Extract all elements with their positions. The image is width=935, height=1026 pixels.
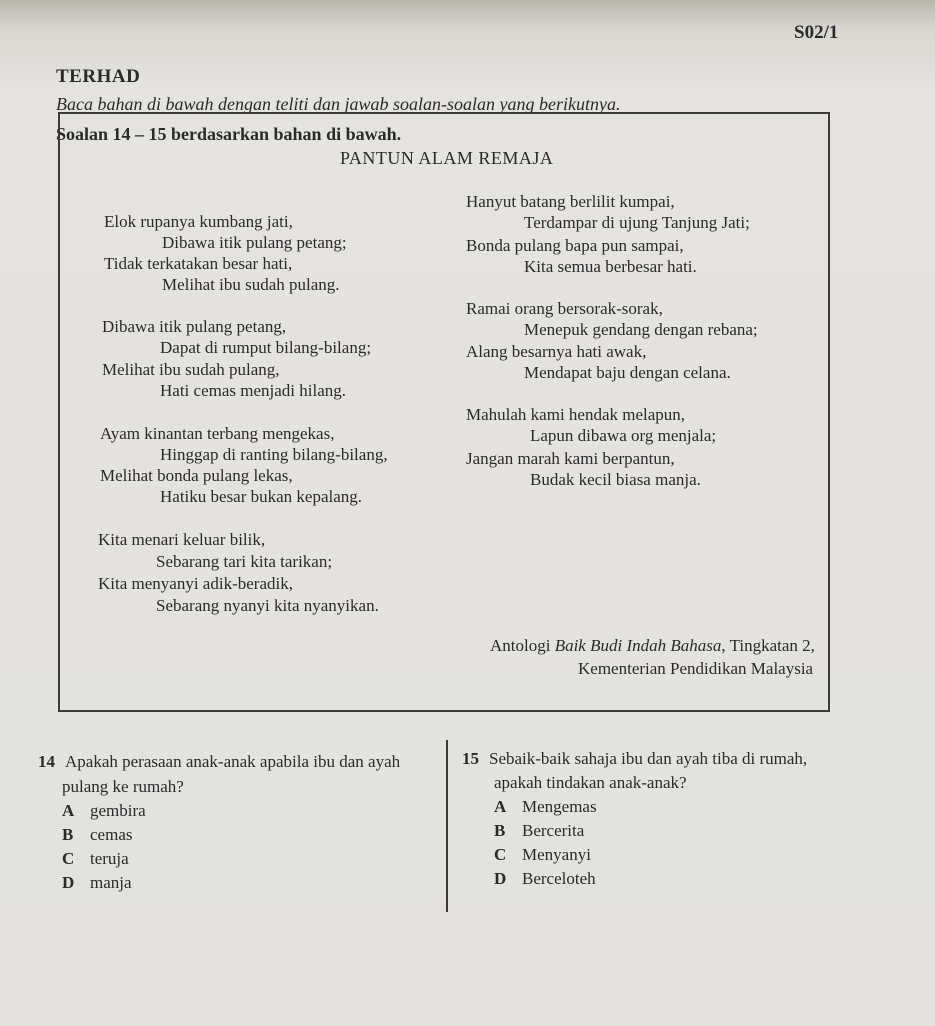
answer-option[interactable] bbox=[62, 825, 132, 845]
poem-line: Dapat di rumput bilang-bilang; bbox=[160, 338, 372, 357]
option-text: gembira bbox=[90, 801, 146, 820]
option-text: manja bbox=[90, 873, 132, 892]
option-letter: C bbox=[494, 845, 507, 864]
option-letter: B bbox=[494, 821, 506, 840]
section-heading: Soalan 14 – 15 berdasarkan bahan di bawah. bbox=[56, 124, 402, 144]
poem-line: Mendapat baju dengan celana. bbox=[524, 363, 731, 382]
question-text-cont: pulang ke rumah? bbox=[62, 777, 184, 796]
instruction-text: Baca bahan di bawah dengan teliti dan jawab soalan-soalan yang berikutnya. bbox=[56, 94, 621, 114]
poem-line: Melihat bonda pulang lekas, bbox=[100, 466, 293, 485]
poem-line: Budak kecil biasa manja. bbox=[530, 470, 701, 489]
question-text-cont: apakah tindakan anak-anak? bbox=[494, 773, 687, 792]
poem-line: Hinggap di ranting bilang-bilang, bbox=[160, 445, 388, 464]
poem-line: Sebarang tari kita tarikan; bbox=[156, 552, 333, 571]
classification-label: TERHAD bbox=[56, 66, 141, 87]
poem-line: Bonda pulang bapa pun sampai, bbox=[466, 236, 684, 255]
option-letter: B bbox=[62, 825, 74, 844]
question-text: Apakah perasaan anak-anak apabila ibu dan ayah bbox=[65, 752, 401, 771]
answer-option[interactable] bbox=[62, 873, 132, 893]
option-text: Berceloteh bbox=[522, 869, 596, 888]
poem-box bbox=[58, 112, 830, 712]
question-text: Sebaik-baik sahaja ibu dan ayah tiba di rumah, bbox=[489, 749, 808, 768]
answer-option[interactable] bbox=[494, 821, 584, 841]
answer-option[interactable] bbox=[62, 849, 129, 869]
question-divider bbox=[446, 740, 448, 912]
question-14 bbox=[38, 752, 400, 772]
answer-option[interactable] bbox=[494, 869, 596, 889]
poem-line: Elok rupanya kumbang jati, bbox=[104, 212, 293, 231]
poem-line: Hanyut batang berlilit kumpai, bbox=[466, 192, 675, 211]
poem-line: Sebarang nyanyi kita nyanyikan. bbox=[156, 596, 379, 615]
poem-source bbox=[490, 636, 815, 656]
poem-line: Kita menari keluar bilik, bbox=[98, 530, 266, 549]
poem-line: Kita menyanyi adik-beradik, bbox=[98, 574, 293, 593]
answer-option[interactable] bbox=[494, 797, 597, 817]
poem-line: Menepuk gendang dengan rebana; bbox=[524, 320, 758, 339]
option-text: Bercerita bbox=[522, 821, 585, 840]
poem-line: Alang besarnya hati awak, bbox=[466, 342, 647, 361]
poem-line: Terdampar di ujung Tanjung Jati; bbox=[524, 213, 750, 232]
answer-option[interactable] bbox=[62, 801, 146, 821]
poem-line: Tidak terkatakan besar hati, bbox=[104, 254, 293, 273]
poem-line: Jangan marah kami berpantun, bbox=[466, 449, 675, 468]
poem-line: Dibawa itik pulang petang, bbox=[102, 317, 287, 336]
option-text: teruja bbox=[90, 849, 129, 868]
question-number: 15 bbox=[462, 749, 479, 768]
question-15 bbox=[462, 749, 807, 769]
option-letter: D bbox=[62, 873, 75, 892]
option-text: Menyanyi bbox=[522, 845, 591, 864]
poem-line: Lapun dibawa org menjala; bbox=[530, 426, 717, 445]
option-text: Mengemas bbox=[522, 797, 597, 816]
source-suffix: , Tingkatan 2, bbox=[721, 636, 815, 655]
poem-line: Hatiku besar bukan kepalang. bbox=[160, 487, 363, 506]
option-letter: A bbox=[494, 797, 507, 816]
answer-option[interactable] bbox=[494, 845, 591, 865]
poem-title: PANTUN ALAM REMAJA bbox=[340, 148, 554, 168]
poem-line: Mahulah kami hendak melapun, bbox=[466, 405, 686, 424]
question-number: 14 bbox=[38, 752, 55, 771]
poem-line: Kita semua berbesar hati. bbox=[524, 257, 697, 276]
option-letter: C bbox=[62, 849, 75, 868]
poem-line: Dibawa itik pulang petang; bbox=[162, 233, 347, 252]
option-letter: A bbox=[62, 801, 75, 820]
poem-line: Ayam kinantan terbang mengekas, bbox=[100, 424, 335, 443]
poem-line: Melihat ibu sudah pulang. bbox=[162, 275, 340, 294]
poem-line: Ramai orang bersorak-sorak, bbox=[466, 299, 663, 318]
poem-line: Hati cemas menjadi hilang. bbox=[160, 381, 346, 400]
paper-code: S02/1 bbox=[794, 22, 839, 43]
source-book-title: Baik Budi Indah Bahasa bbox=[554, 636, 722, 655]
option-text: cemas bbox=[90, 825, 133, 844]
source-prefix: Antologi bbox=[490, 636, 555, 655]
poem-line: Melihat ibu sudah pulang, bbox=[102, 360, 280, 379]
option-letter: D bbox=[494, 869, 507, 888]
poem-source-publisher: Kementerian Pendidikan Malaysia bbox=[578, 659, 814, 678]
